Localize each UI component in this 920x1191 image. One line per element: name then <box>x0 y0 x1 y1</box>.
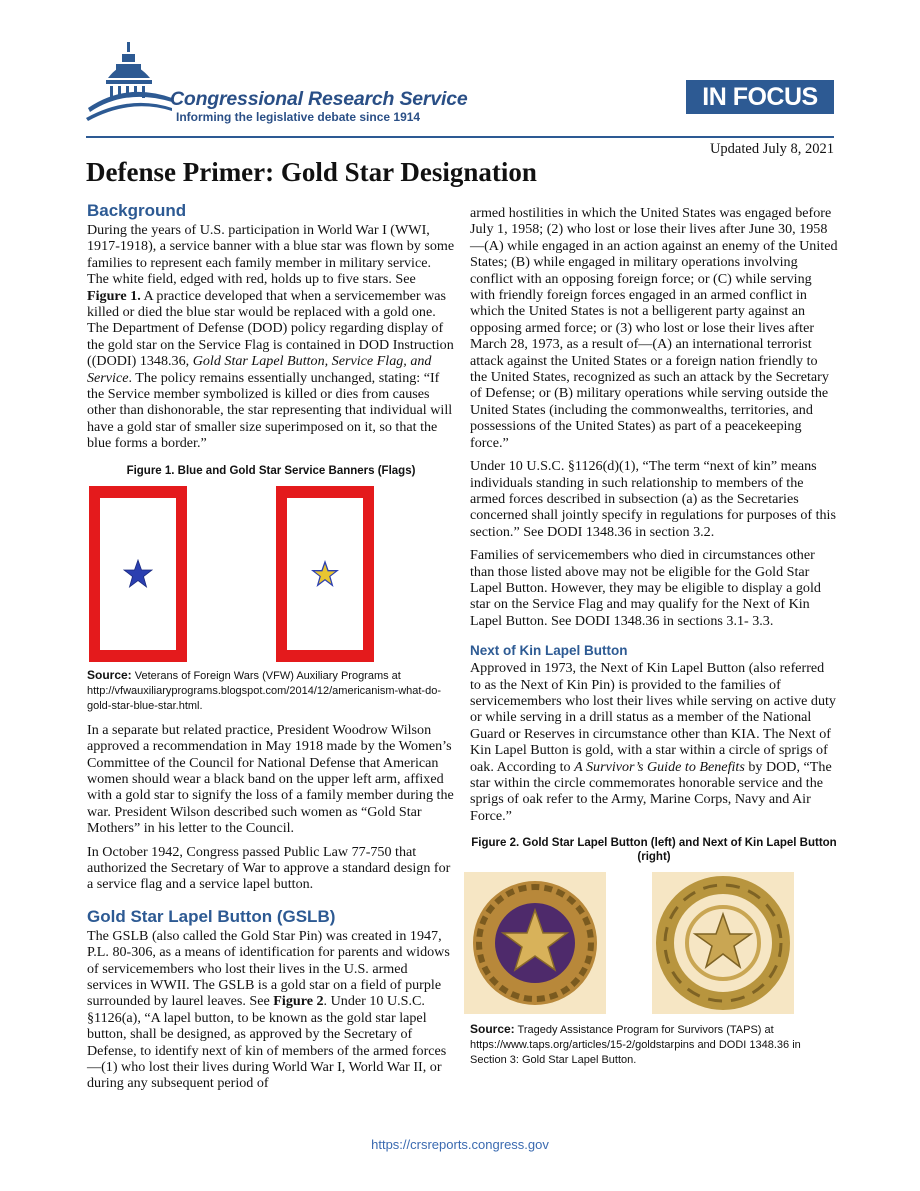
blue-star-icon <box>123 559 153 589</box>
gold-star-icon <box>310 559 340 589</box>
gold-star-banner <box>276 486 374 662</box>
gold-star-lapel-button <box>464 872 606 1014</box>
left-column <box>87 201 455 1099</box>
header-rule <box>86 136 834 138</box>
nok-paragraph: Approved in 1973, the Next of Kin Lapel Button (also referred to as the Next of Kin Pin) is provided to the families of servicemembers who lost their lives while serving on active duty or while serving in a drill status as a member of the National Guard or Reserves in circumstance other than KIA. The Next of Kin Lapel Button is gold, with a star within a circle of sprigs of oak. According to A Survivor’s Guide to Benefits by DOD, “The star within the circle commemorates honorable service and the sprigs of oak refer to the Army, Marine Corps, Navy and Air Force.” <box>470 660 836 824</box>
blue-star-banner <box>89 486 187 662</box>
next-of-kin-definition-paragraph: Under 10 U.S.C. §1126(d)(1), “The term “next of kin” means individuals standing in such relationship to members of the armed forces described in subsection (a) as the Secretaries concerned shall jointly specify in regulations for purposes of this section.” See DODI 1348.36 in section 3.2. <box>470 458 836 540</box>
page-header <box>86 38 834 138</box>
figure-2-source: Source: Tragedy Assistance Program for Survivors (TAPS) at https://www.taps.org/articles/15-2/goldstarpins and DODI 1348.36 in Section 3: Gold Star Lapel Button. <box>470 1022 801 1067</box>
org-tagline: Informing the legislative debate since 1914 <box>176 110 421 124</box>
figure-1-caption: Figure 1. Blue and Gold Star Service Banners (Flags) <box>126 464 416 477</box>
capitol-dome-icon <box>86 38 172 122</box>
background-paragraph: During the years of U.S. participation in World War I (WWI, 1917-1918), a service banner with a blue star was flown by some families to represent each family member in military service. The white field, edged with red, holds up to five stars. See Figure 1. A practice developed that when a servicemember was killed or died the blue star would be replaced with a gold one. The Department of Defense (DOD) policy regarding display of the gold star on the Service Flag is contained in DOD Instruction ((DODI) 1348.36, Gold Star Lapel Button, Service Flag, and Service. The policy remains essentially unchanged, stating: “If the Service member symbolized is killed or dies from causes other than dishonorable, the star representing that individual will have a gold star of smaller size superimposed on it, so that the blue forms a border.” <box>87 222 455 452</box>
org-name: Congressional Research Service <box>170 88 468 110</box>
updated-date: Updated July 8, 2021 <box>709 141 834 157</box>
eligibility-paragraph: Families of servicemembers who died in circumstances other than those listed above may not be eligible for the Gold Star Lapel Button. However, they may be eligible to display a gold star on the Service Flag and may qualify for the Next of Kin Lapel Button. See DODI 1348.36 in sections 3.1- 3.3. <box>470 547 821 629</box>
page-title: Defense Primer: Gold Star Designation <box>86 157 537 187</box>
right-column <box>470 205 838 1076</box>
figure-2-pins <box>470 872 838 1014</box>
gslb-paragraph: The GSLB (also called the Gold Star Pin) was created in 1947, P.L. 80-306, as a means of identification for parents and widows of servicemembers who lost their lives in the U.S. armed services in WWII. The GSLB is a gold star on a field of purple surrounded by laurel leaves. See Figure 2. Under 10 U.S.C. §1126(a), “A lapel button, to be known as the gold star lapel button, shall be designed, as approved by the Secretary of Defense, to identify next of kin of members of the armed forces—(1) who lost their lives during World War I, World War II, or during any subsequent period of <box>87 927 450 1092</box>
footer-url[interactable]: https://crsreports.congress.gov <box>371 1137 549 1152</box>
in-focus-badge: IN FOCUS <box>686 80 834 114</box>
figure-1-banners <box>87 486 455 664</box>
gslb-heading: Gold Star Lapel Button (GSLB) <box>87 906 336 926</box>
figure-2-ref: Figure 2 <box>273 993 324 1010</box>
figure-1-ref: Figure 1. <box>87 287 141 304</box>
gold-star-mothers-paragraph: In a separate but related practice, President Woodrow Wilson approved a recommendation in May 1918 made by the Women’s Committee of the Council for National Defense that American women should wear a black band on the upper left arm, affixed with a gold star to signify the loss of a family member during the war. President Wilson described such women as “Gold Star Mothers” in his letter to the Council. <box>87 721 454 837</box>
figure-1-source: Source: Veterans of Foreign Wars (VFW) Auxiliary Programs at http://vfwauxiliaryprograms.blogspot.com/2014/12/americanism-what-do-gold-star-blue-star.html. <box>87 667 441 712</box>
figure-2-caption: Figure 2. Gold Star Lapel Button (left) and Next of Kin Lapel Button (right) <box>471 837 837 864</box>
next-of-kin-lapel-button <box>652 872 794 1014</box>
nok-heading: Next of Kin Lapel Button <box>470 643 628 659</box>
next-of-kin-pin-icon <box>652 872 794 1014</box>
background-heading: Background <box>87 201 187 220</box>
public-law-paragraph: In October 1942, Congress passed Public Law 77-750 that authorized the Secretary of War to approve a standard design for a service flag and a service lapel button. <box>87 843 451 893</box>
gold-star-pin-icon <box>464 872 606 1014</box>
gslb-continued-paragraph: armed hostilities in which the United States was engaged before July 1, 1958; (2) who lost or lose their lives after June 30, 1958—(A) while engaged in an action against an enemy of the United States; (B) while engaged in military operations involving conflict with an opposing foreign force; or (C) while serving with friendly foreign forces engaged in an armed conflict in which the United States is not a belligerent party against an opposing armed force; or (3) who lost or lose their lives after March 28, 1973, as a result of—(A) an international terrorist attack against the United States or a foreign nation friendly to the United States, recognized as such an attack by the Secretary of Defense; or (B) military operations while serving outside the United States (including the commonwealths, territories, and possessions of the United States) as part of a peacekeeping force.” <box>470 205 838 451</box>
